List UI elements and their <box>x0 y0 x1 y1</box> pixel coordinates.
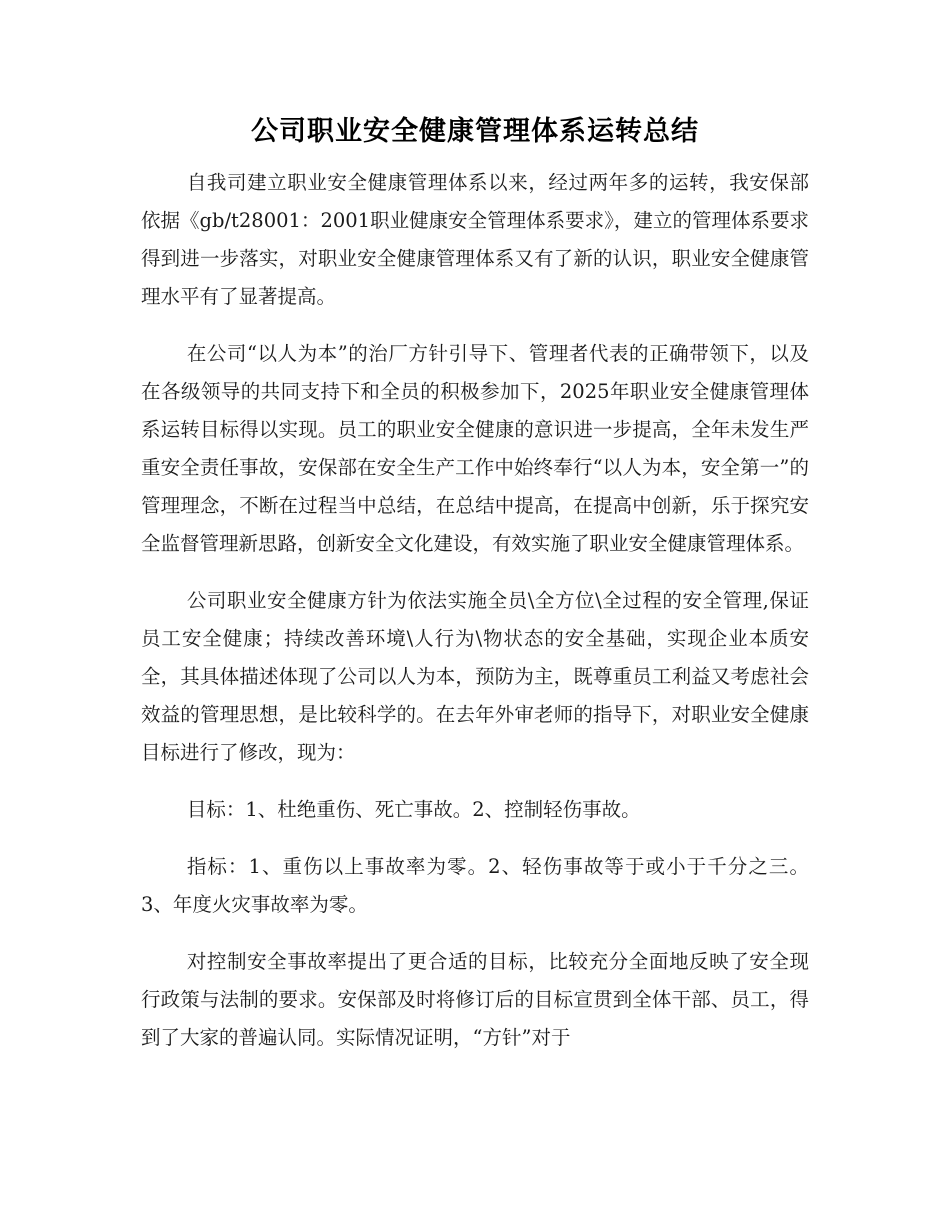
paragraph-goals: 目标：1、杜绝重伤、死亡事故。2、控制轻伤事故。 <box>186 798 641 821</box>
paragraph-policy: 公司职业安全健康方针为依法实施全员\全方位\全过程的安全管理,保证员工安全健康；持续改善环境\人行为\物状态的安全基础，实现企业本质安全，其具体描述体现了公司以人为本，预防为主，既尊重员工利益又考虑社会效益的管理思想，是比较科学的。在去年外审老师的指导下，对职业安全健康目标进行了修改，现为： <box>141 589 809 764</box>
paragraph-achievements: 在公司“以人为本”的治厂方针引导下、管理者代表的正确带领下，以及在各级领导的共同支持下和全员的积极参加下，2025年职业安全健康管理体系运转目标得以实现。员工的职业安全健康的意识进一步提高，全年未发生严重安全责任事故，安保部在安全生产工作中始终奉行“以人为本，安全第一”的管理理念，不断在过程当中总结，在总结中提高，在提高中创新，乐于探究安全监督管理新思路，创新安全文化建设，有效实施了职业安全健康管理体系。 <box>141 342 809 555</box>
document-body <box>141 164 809 1076</box>
document-title: 公司职业安全健康管理体系运转总结 <box>251 116 699 147</box>
paragraph-indicators: 指标：1、重伤以上事故率为零。2、轻伤事故等于或小于千分之三。3、年度火灾事故率为零。 <box>141 855 809 916</box>
paragraph-intro: 自我司建立职业安全健康管理体系以来，经过两年多的运转，我安保部依据《gb/t28001：2001职业健康安全管理体系要求》，建立的管理体系要求得到进一步落实，对职业安全健康管理体系又有了新的认识，职业安全健康管理水平有了显著提高。 <box>141 171 809 308</box>
paragraph-control: 对控制安全事故率提出了更合适的目标，比较充分全面地反映了安全现行政策与法制的要求。安保部及时将修订后的目标宣贯到全体干部、员工，得到了大家的普遍认同。实际情况证明，“方针”对于 <box>141 950 809 1049</box>
